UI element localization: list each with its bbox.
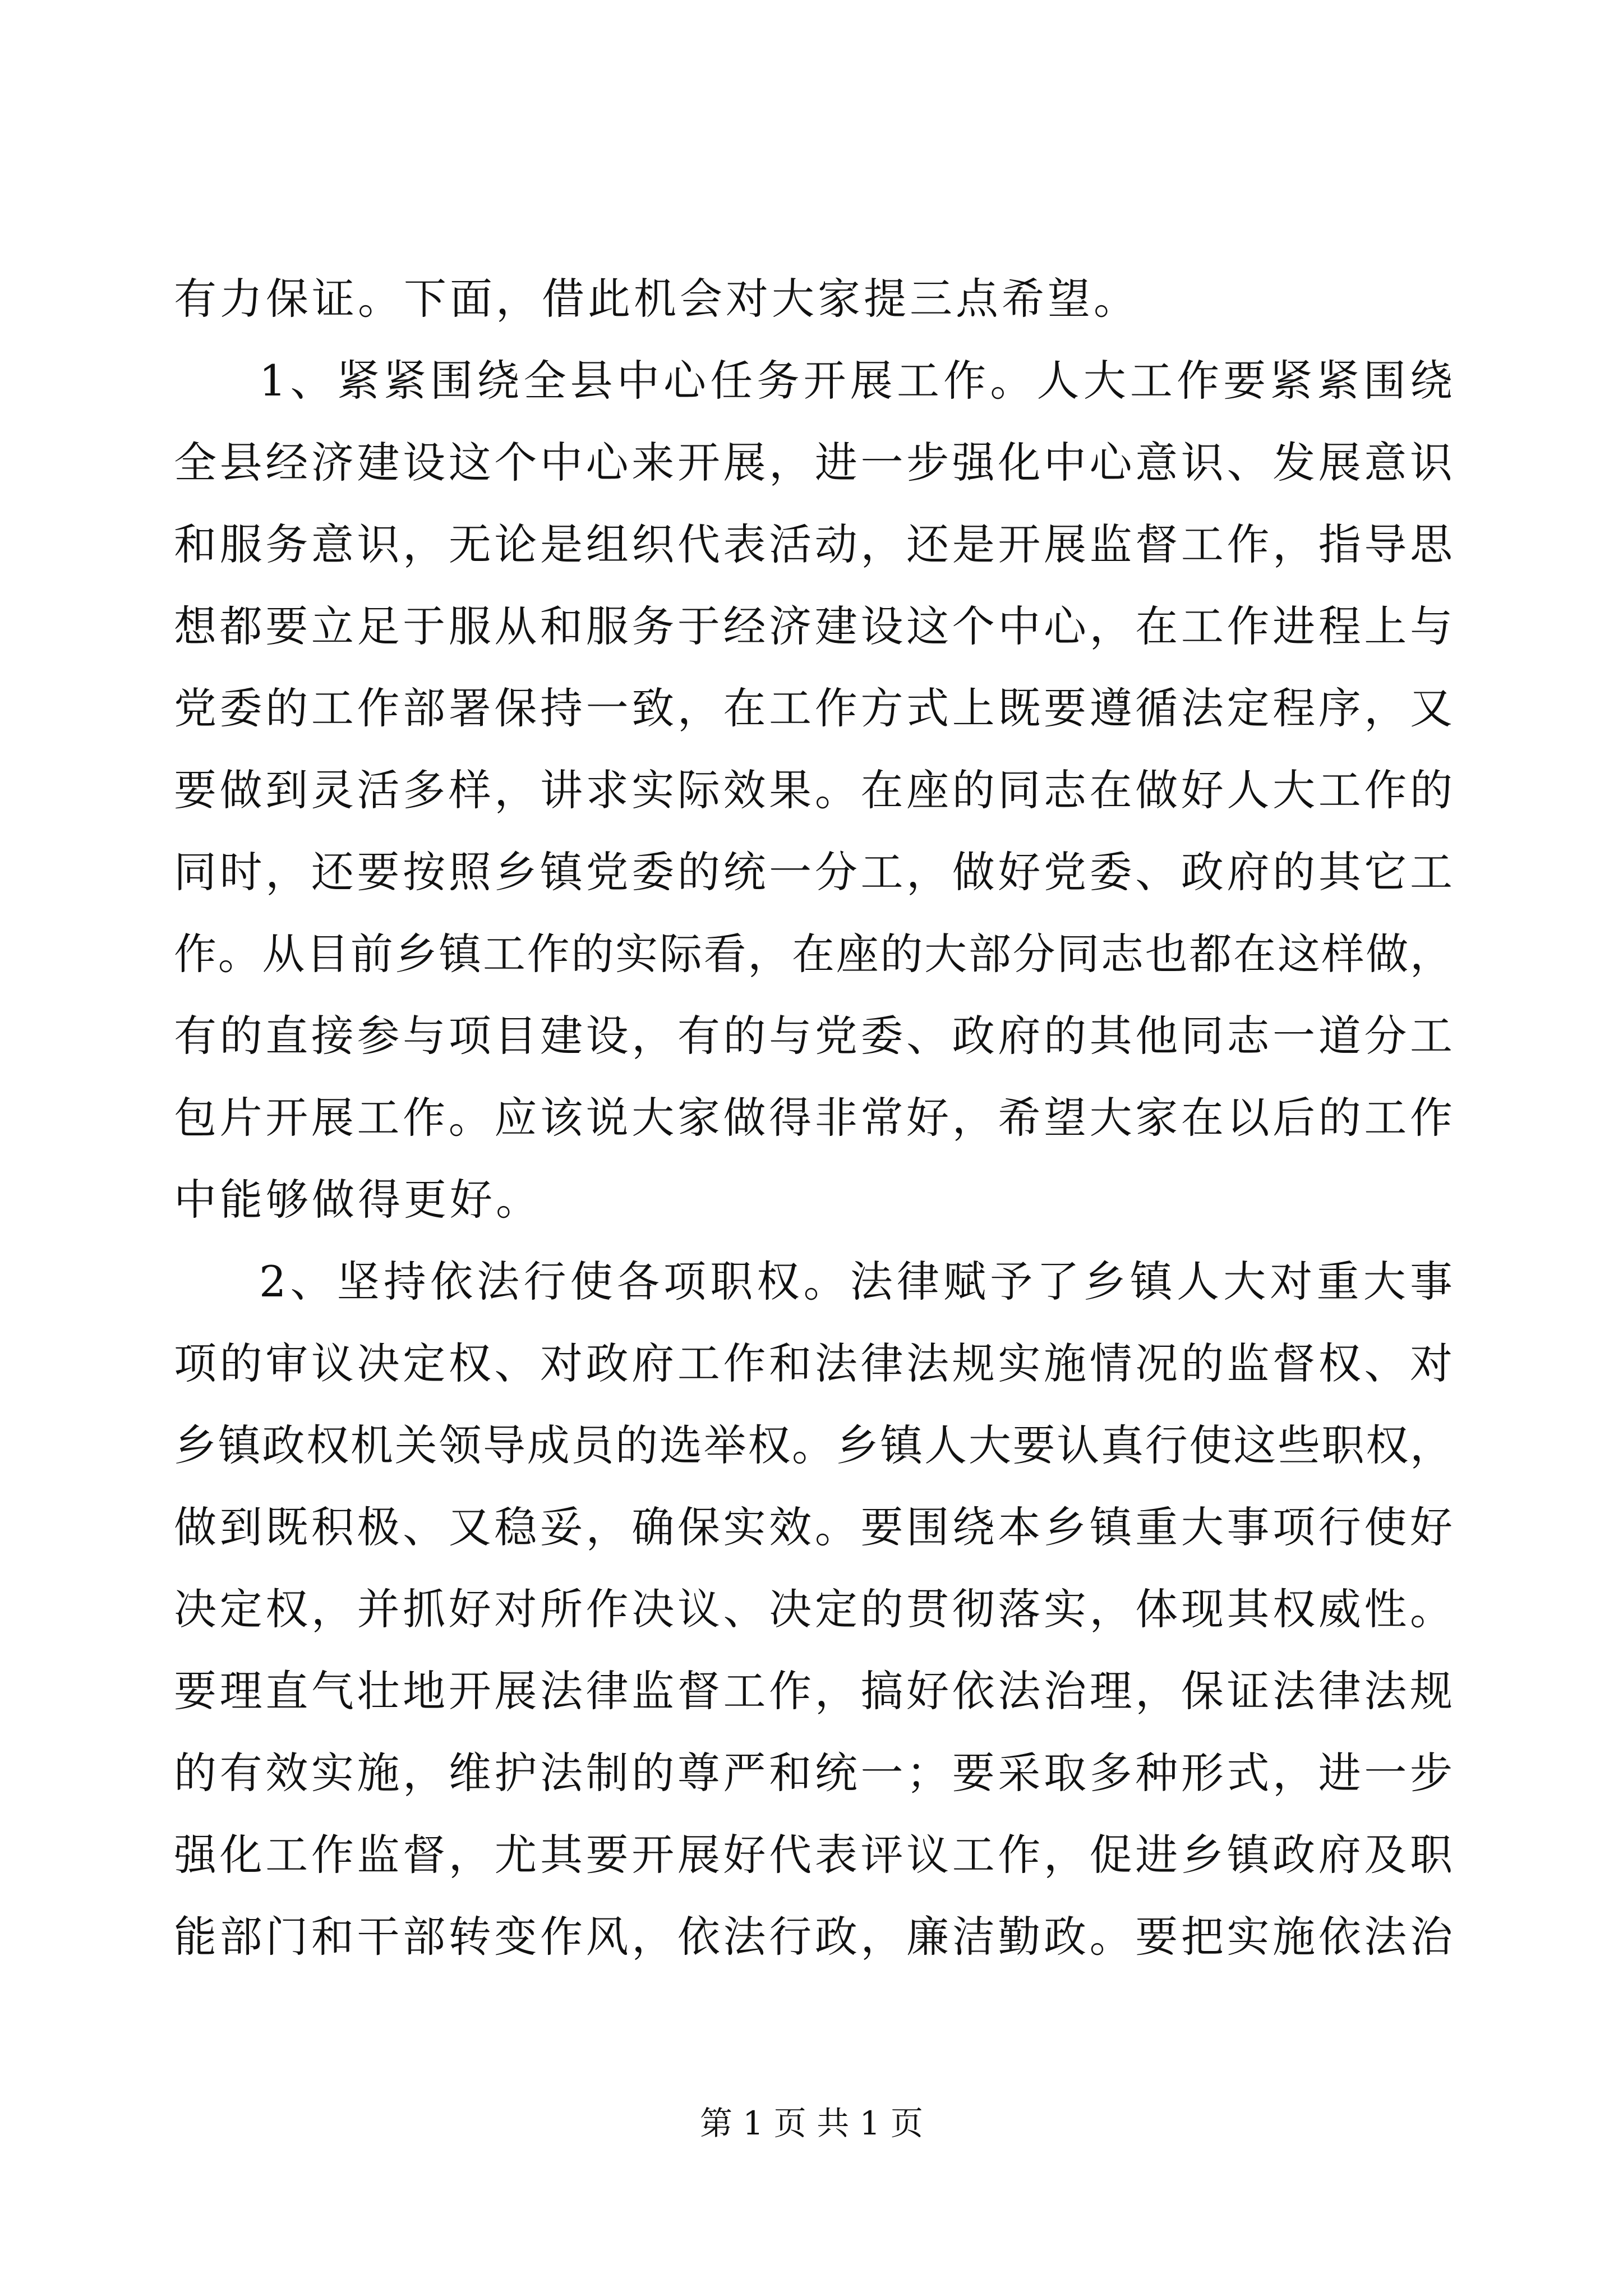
text-line: 强化工作监督，尤其要开展好代表评议工作，促进乡镇政府及职 [174, 1830, 1453, 1880]
text-line: 要做到灵活多样，讲求实际效果。在座的同志在做好人大工作的 [174, 765, 1453, 815]
text-line: 同时，还要按照乡镇党委的统一分工，做好党委、政府的其它工 [174, 847, 1453, 897]
text-line: 中能够做得更好。 [174, 1175, 542, 1225]
text-line: 要理直气壮地开展法律监督工作，搞好依法治理，保证法律法规 [174, 1666, 1453, 1716]
paragraph-2-first-line: 2、坚持依法行使各项职权。法律赋予了乡镇人大对重大事 [259, 1257, 1453, 1306]
text-line: 项的审议决定权、对政府工作和法律法规实施情况的监督权、对 [174, 1338, 1453, 1388]
text-line: 和服务意识，无论是组织代表活动，还是开展监督工作，指导思 [174, 519, 1453, 569]
paragraph-1-first-line: 1、紧紧围绕全县中心任务开展工作。人大工作要紧紧围绕 [259, 356, 1453, 406]
text-line: 决定权，并抓好对所作决议、决定的贯彻落实，体现其权威性。 [174, 1584, 1453, 1634]
text-line: 包片开展工作。应该说大家做得非常好，希望大家在以后的工作 [174, 1093, 1453, 1143]
text-line: 党委的工作部署保持一致，在工作方式上既要遵循法定程序，又 [174, 683, 1453, 733]
text-line: 能部门和干部转变作风，依法行政，廉洁勤政。要把实施依法治 [174, 1912, 1453, 1962]
document-body [174, 258, 1453, 1978]
text-line: 的有效实施，维护法制的尊严和统一；要采取多种形式，进一步 [174, 1748, 1453, 1798]
page-number-label: 第 1 页 共 1 页 [700, 2104, 923, 2142]
text-line: 乡镇政权机关领导成员的选举权。乡镇人大要认真行使这些职权， [174, 1420, 1453, 1470]
page-footer [0, 2101, 1623, 2146]
text-line: 作。从目前乡镇工作的实际看，在座的大部分同志也都在这样做， [174, 929, 1453, 979]
text-line: 有力保证。下面，借此机会对大家提三点希望。 [174, 274, 1140, 324]
text-line: 全县经济建设这个中心来开展，进一步强化中心意识、发展意识 [174, 438, 1453, 487]
text-line: 做到既积极、又稳妥，确保实效。要围绕本乡镇重大事项行使好 [174, 1502, 1453, 1552]
text-line: 想都要立足于服从和服务于经济建设这个中心，在工作进程上与 [174, 601, 1453, 651]
text-line: 有的直接参与项目建设，有的与党委、政府的其他同志一道分工 [174, 1011, 1453, 1061]
